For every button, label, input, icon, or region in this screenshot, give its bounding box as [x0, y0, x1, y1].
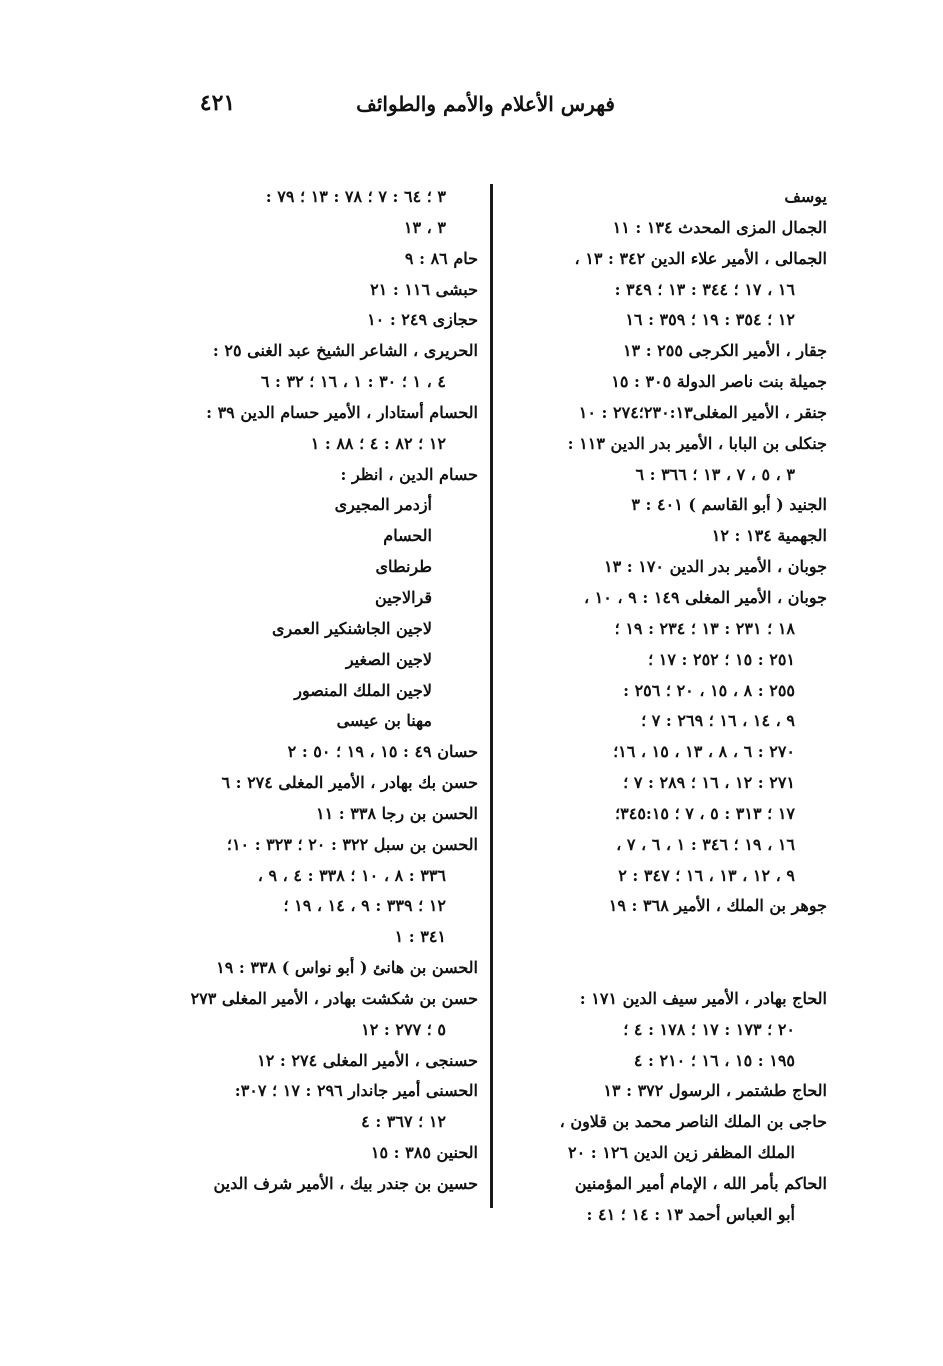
cross-reference: الحسام: [383, 526, 432, 546]
index-entry: جميلة بنت ناصر الدولة ٣٠٥ : ١٥: [611, 372, 827, 392]
index-entry: الجهمية ١٣٤ : ١٢: [711, 526, 827, 546]
index-entry-continuation: ٣٤١ : ١: [394, 927, 446, 947]
index-entry: جوبان ، الأمير المغلى ١٤٩ : ٩ ، ١٠ ،: [583, 587, 827, 607]
cross-reference: مهنا بن عيسى: [336, 711, 432, 731]
index-entry: الحسام أستادار ، الأمير حسام الدين ٣٩ :: [206, 402, 478, 422]
index-entry: حسام الدين ، انظر :: [340, 464, 478, 484]
index-entry: حسن بك بهادر ، الأمير المغلى ٢٧٤ : ٦: [221, 773, 478, 793]
index-entry-continuation: ٣ ؛ ٦٤ : ٧ ؛ ٧٨ : ١٣ ؛ ٧٩ :: [265, 187, 446, 206]
index-entry-continuation: ١٢ ؛ ٣٦٧ : ٤: [361, 1112, 446, 1132]
index-entry-continuation: ٢٧٠ : ٦ ، ٨ ، ١٣ ، ١٥ ، ١٦؛: [613, 742, 795, 762]
index-entry: جقار ، الأمير الكرجى ٢٥٥ : ١٣: [622, 341, 827, 361]
index-entry-continuation: ٢٠ ؛ ١٧٣ : ١٧ ؛ ١٧٨ : ٤ ؛: [623, 1019, 795, 1039]
cross-reference: أزدمر المجيرى: [334, 495, 432, 515]
index-entry-continuation: ١٢ ؛ ٣٣٩ : ٩ ، ١٤ ، ١٩ ؛: [283, 896, 446, 916]
index-entry-continuation: ٥ ؛ ٢٧٧ : ١٢: [361, 1019, 446, 1039]
index-entry-continuation: ١٦ ، ١٩ ؛ ٣٤٦ : ١ ، ٦ ، ٧ ،: [616, 834, 795, 854]
index-entry-continuation: ١٩٥ : ١٥ ، ١٦ ؛ ٢١٠ : ٤: [633, 1050, 795, 1070]
index-entry-continuation: ٢٧١ : ١٢ ، ١٦ ؛ ٢٨٩ : ٧ ؛: [623, 773, 795, 793]
index-entry: حجازى ٢٤٩ : ١٠: [367, 310, 478, 330]
column-divider: [490, 184, 493, 1208]
index-entry: الحاج طشتمر ، الرسول ٣٧٢ : ١٣: [603, 1081, 827, 1101]
cross-reference: لاجين الجاشنكير العمرى: [271, 618, 432, 638]
index-entry: حسنجى ، الأمير المغلى ٢٧٤ : ١٢: [257, 1050, 478, 1070]
index-entry: الحسنى أمير جاندار ٢٩٦ : ١٧ ؛ ٣٠٧:: [234, 1081, 478, 1101]
index-entry-continuation: ١٢ ؛ ٨٢ : ٤ ؛ ٨٨ : ١: [310, 433, 446, 453]
index-entry: الجمالى ، الأمير علاء الدين ٣٤٢ : ١٣ ،: [574, 248, 827, 268]
index-entry: الحسن بن سبل ٣٢٢ : ٢٠ ؛ ٣٢٣ : ١٠؛: [226, 834, 478, 854]
page-title: فهرس الأعلام والأمم والطوائف: [356, 92, 615, 116]
index-entry-continuation: ٣ ، ٥ ، ٧ ، ١٣ ؛ ٣٦٦ : ٦: [635, 464, 795, 484]
index-entry: يوسف: [784, 187, 827, 206]
index-entry-continuation: ١٨ ؛ ٢٣١ : ١٣ ؛ ٢٣٤ : ١٩ ؛: [614, 618, 795, 638]
index-entry-continuation: ٢٥١ : ١٥ ؛ ٢٥٢ : ١٧ ؛: [648, 649, 795, 669]
index-column-left: [160, 182, 478, 1200]
index-entry: الجمال المزى المحدث ١٣٤ : ١١: [612, 217, 827, 237]
cross-reference: لاجين الملك المنصور: [294, 680, 432, 700]
index-entry-continuation: ٢٥٥ : ٨ ، ١٥ ، ٢٠ ؛ ٢٥٦ :: [623, 680, 795, 700]
index-entry-continuation: ٩ ، ١٤ ، ١٦ ؛ ٢٦٩ : ٧ ؛: [641, 711, 795, 731]
index-entry: الحسن بن رجا ٣٣٨ : ١١: [316, 803, 478, 823]
section-gap: [515, 922, 827, 953]
cross-reference: طرنطاى: [375, 557, 432, 577]
index-entry: حسن بن شكشت بهادر ، الأمير المغلى ٢٧٣: [190, 988, 478, 1008]
index-column-right: [515, 182, 827, 1231]
index-entry-continuation: ١٦ ، ١٧ ؛ ٣٤٤ : ١٣ ؛ ٣٤٩ :: [614, 279, 795, 299]
index-entry: جوهر بن الملك ، الأمير ٣٦٨ : ١٩: [608, 896, 827, 916]
index-entry-continuation: ٣٣٦ : ٨ ، ١٠ ؛ ٣٣٨ : ٤ ، ٩ ،: [257, 865, 446, 885]
index-entry: حاجى بن الملك الناصر محمد بن قلاون ،: [559, 1112, 827, 1132]
index-entry-continuation: ٤ ، ١ ؛ ٣٠ : ١ ، ١٦ ؛ ٣٢ : ٦: [260, 372, 446, 392]
index-entry-continuation: ١٢ ؛ ٣٥٤ : ١٩ ؛ ٣٥٩ : ١٦: [625, 310, 795, 330]
cross-reference: لاجين الصغير: [345, 649, 432, 669]
cross-reference: قرالاجين: [375, 587, 432, 607]
index-entry: جوبان ، الأمير بدر الدين ١٧٠ : ١٣: [604, 557, 827, 577]
index-entry-continuation: أبو العباس أحمد ١٣ : ١٤ ؛ ٤١ :: [586, 1204, 795, 1224]
index-entry: الحريرى ، الشاعر الشيخ عبد الغنى ٢٥ :: [212, 341, 478, 361]
index-entry: حبشى ١١٦ : ٢١: [370, 279, 478, 299]
index-entry: جنكلى بن البابا ، الأمير بدر الدين ١١٣ :: [567, 433, 827, 453]
index-entry-continuation: الملك المظفر زين الدين ١٢٦ : ٢٠: [568, 1143, 795, 1163]
index-entry: جنقر ، الأمير المغلى٢٣٠:١٣؛٢٧٤ : ١٠: [578, 402, 827, 422]
index-entry-continuation: ٩ ، ١٢ ، ١٣ ، ١٦ ؛ ٣٤٧ : ٢: [618, 865, 795, 885]
index-entry: الحاكم بأمر الله ، الإمام أمير المؤمنين: [574, 1174, 827, 1193]
index-entry: حام ٨٦ : ٩: [404, 248, 478, 268]
page-number: ٤٢١: [199, 90, 236, 116]
index-entry-continuation: ٣ ، ١٣: [403, 217, 446, 237]
index-entry: الحاج بهادر ، الأمير سيف الدين ١٧١ :: [579, 988, 827, 1008]
index-entry: حسان ٤٩ : ١٥ ، ١٩ ؛ ٥٠ : ٢: [287, 742, 478, 762]
index-entry-continuation: ١٧ ؛ ٣١٣ : ٥ ، ٧ ؛ ٣٤٥:١٥؛: [615, 803, 795, 823]
index-entry: الحنين ٣٨٥ : ١٥: [370, 1143, 478, 1163]
section-gap: [515, 953, 827, 984]
index-entry: الحسن بن هانئ ( أبو نواس ) ٣٣٨ : ١٩: [216, 958, 478, 978]
index-entry: حسين بن جندر بيك ، الأمير شرف الدين: [213, 1174, 478, 1193]
index-entry: الجنيد ( أبو القاسم ) ٤٠١ : ٣: [631, 495, 827, 515]
